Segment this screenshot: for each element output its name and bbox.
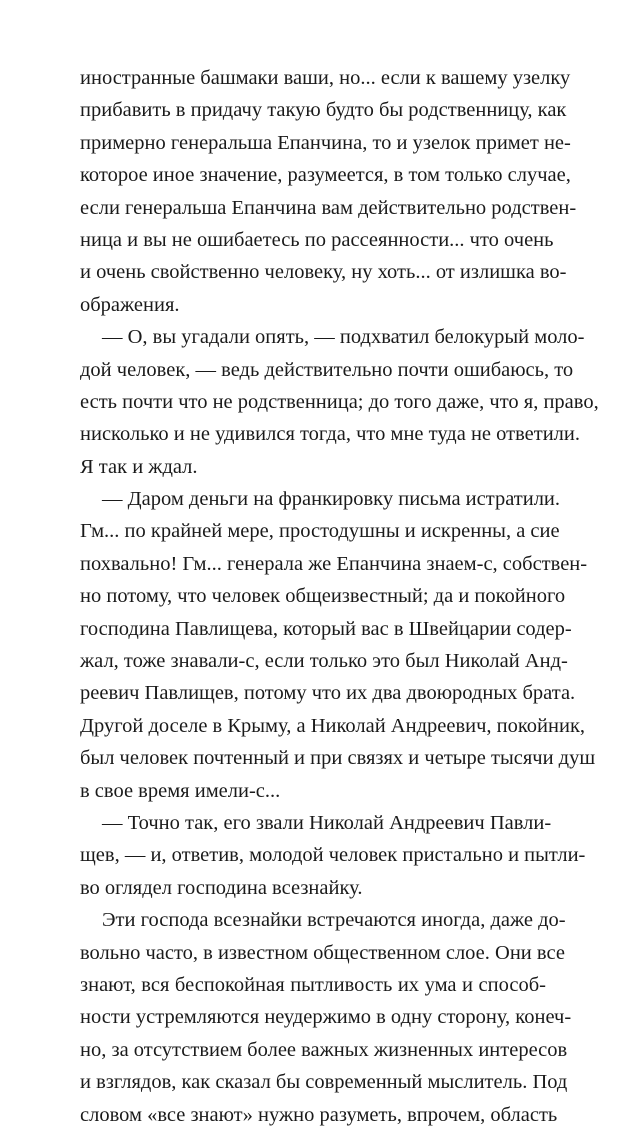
text-line: ности устремляются неудержимо в одну сторону, конеч- xyxy=(80,1006,572,1029)
text-line: дой человек, — ведь действительно почти ошибаюсь, то xyxy=(80,358,574,381)
text-line: похвально! Гм... генерала же Епанчина знаем-с, собствен- xyxy=(80,552,588,575)
text-line: в свое время имели-с... xyxy=(80,779,281,802)
text-line: но потому, что человек общеизвестный; да и покойного xyxy=(80,585,566,608)
text-line: Я так и ждал. xyxy=(80,455,198,478)
text-line: во оглядел господина всезнайку. xyxy=(80,876,363,899)
text-line: щев, — и, ответив, молодой человек пристально и пытли- xyxy=(80,844,586,867)
text-line: ображения. xyxy=(80,293,180,316)
body-text xyxy=(80,62,599,1131)
text-line: которое иное значение, разумеется, в том только случае, xyxy=(80,164,571,187)
text-line: Гм... по крайней мере, простодушны и искренны, а сие xyxy=(80,520,560,543)
text-line: Эти господа всезнайки встречаются иногда, даже до- xyxy=(102,909,566,932)
text-line: Другой доселе в Крыму, а Николай Андреевич, покойник, xyxy=(80,714,586,737)
text-line: примерно генеральша Епанчина, то и узелок примет не- xyxy=(80,131,571,154)
text-line: есть почти что не родственница; до того даже, что я, право, xyxy=(80,390,599,413)
text-line: и очень свойственно человеку, ну хоть... от излишка во- xyxy=(80,261,567,284)
text-line: — О, вы угадали опять, — подхватил белокурый моло- xyxy=(102,326,585,349)
text-line: реевич Павлищев, потому что их два двоюродных брата. xyxy=(80,682,576,705)
text-line: если генеральша Епанчина вам действительно родствен- xyxy=(80,196,577,219)
text-line: — Точно так, его звали Николай Андреевич Павли- xyxy=(102,811,552,834)
text-line: — Даром деньги на франкировку письма истратили. xyxy=(102,488,561,511)
text-line: нисколько и не удивился тогда, что мне туда не ответили. xyxy=(80,423,580,446)
text-line: словом «все знают» нужно разуметь, впрочем, область xyxy=(80,1103,558,1126)
text-line: иностранные башмаки ваши, но... если к вашему узелку xyxy=(80,67,571,89)
text-line: вольно часто, в известном общественном слое. Они все xyxy=(80,941,565,964)
text-line: но, за отсутствием более важных жизненных интересов xyxy=(80,1038,568,1061)
text-line: был человек почтенный и при связях и четыре тысячи душ xyxy=(80,747,596,770)
text-line: ница и вы не ошибаетесь по рассеянности... что очень xyxy=(80,228,554,251)
text-line: господина Павлищева, который вас в Швейцарии содер- xyxy=(80,617,572,640)
text-line: знают, вся беспокойная пытливость их ума и способ- xyxy=(80,973,546,996)
text-line: и взглядов, как сказал бы современный мыслитель. Под xyxy=(80,1071,568,1094)
text-line: прибавить в придачу такую будто бы родственницу, как xyxy=(80,99,567,122)
text-line: жал, тоже знавали-с, если только это был Николай Анд- xyxy=(80,650,568,673)
